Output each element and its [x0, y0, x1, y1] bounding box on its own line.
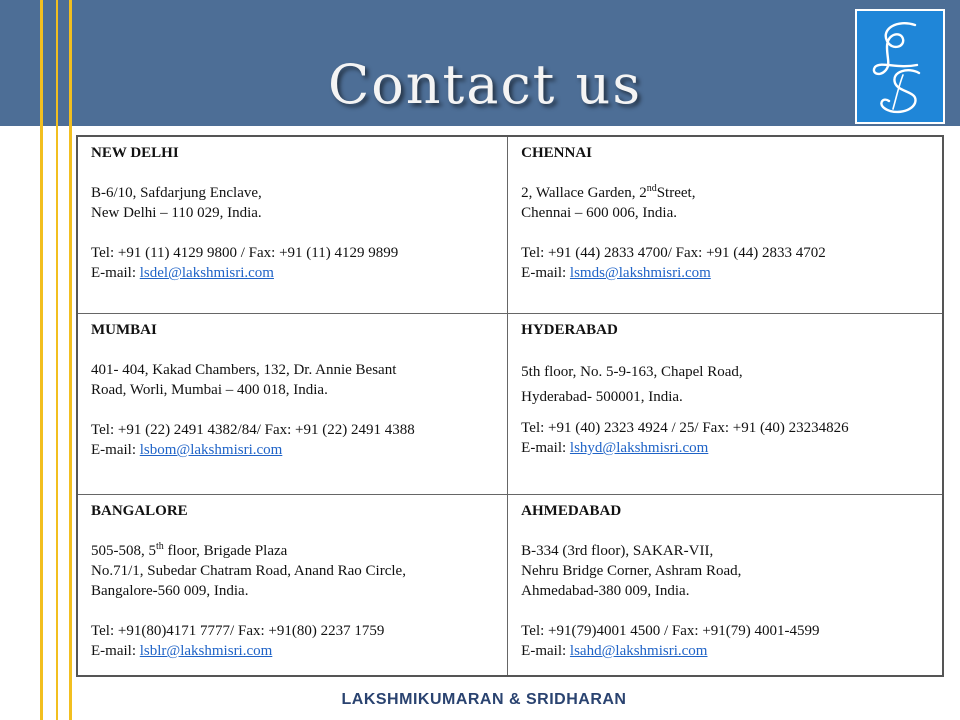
email-label: E-mail: [91, 442, 140, 458]
office-city: MUMBAI [91, 322, 157, 338]
office-address-line: Nehru Bridge Corner, Ashram Road, [521, 563, 742, 579]
footer-firm-name: LAKSHMIKUMARAN & SRIDHARAN [341, 691, 627, 708]
table-row [77, 314, 943, 495]
office-phone: Tel: +91 (11) 4129 9800 / Fax: +91 (11) 4129 9899 [91, 245, 399, 261]
email-label: E-mail: [521, 643, 570, 659]
office-phone: Tel: +91(79)4001 4500 / Fax: +91(79) 4001-4599 [521, 623, 820, 639]
office-phone: Tel: +91 (40) 2323 4924 / 25/ Fax: +91 (40) 23234826 [521, 420, 849, 436]
offices-table [76, 135, 944, 677]
office-address-line: Road, Worli, Mumbai – 400 018, India. [91, 382, 328, 398]
ordinal-suffix: th [156, 541, 164, 552]
office-address-line: B-6/10, Safdarjung Enclave, [91, 185, 262, 201]
email-link[interactable]: lsdel@lakshmisri.com [139, 265, 274, 281]
office-address-line: Ahmedabad-380 009, India. [521, 583, 690, 599]
office-city: AHMEDABAD [521, 503, 622, 519]
email-label: E-mail: [91, 643, 140, 659]
office-city: CHENNAI [521, 145, 593, 161]
office-cell-bangalore [77, 495, 508, 677]
office-address-line: Bangalore-560 009, India. [91, 583, 249, 599]
office-cell-mumbai [77, 314, 508, 495]
office-cell-chennai [508, 136, 943, 314]
office-address-line: New Delhi – 110 029, India. [91, 205, 262, 221]
office-address-line: Chennai – 600 006, India. [521, 205, 677, 221]
email-label: E-mail: [521, 265, 570, 281]
office-city: HYDERABAD [521, 322, 618, 338]
office-address-line: 505-508, 5 [91, 543, 156, 559]
email-link[interactable]: lsmds@lakshmisri.com [569, 265, 711, 281]
email-link[interactable]: lsblr@lakshmisri.com [139, 643, 273, 659]
email-label: E-mail: [91, 265, 140, 281]
ordinal-suffix: nd [646, 183, 657, 194]
office-phone: Tel: +91 (44) 2833 4700/ Fax: +91 (44) 2833 4702 [521, 245, 826, 261]
firm-logo [855, 9, 945, 124]
office-cell-hyderabad [508, 314, 943, 495]
office-city: BANGALORE [91, 503, 188, 519]
office-city: NEW DELHI [91, 145, 179, 161]
office-address-line: 401- 404, Kakad Chambers, 132, Dr. Annie Besant [91, 362, 397, 378]
office-address-line: floor, Brigade Plaza [163, 543, 288, 559]
email-link[interactable]: lshyd@lakshmisri.com [569, 440, 709, 456]
office-address-line: B-334 (3rd floor), SAKAR-VII, [521, 543, 714, 559]
table-row [77, 136, 943, 314]
office-address-line: No.71/1, Subedar Chatram Road, Anand Rao Circle, [91, 563, 406, 579]
ls-monogram-logo-icon [857, 11, 943, 122]
office-phone: Tel: +91 (22) 2491 4382/84/ Fax: +91 (22) 2491 4388 [91, 422, 415, 438]
office-phone: Tel: +91(80)4171 7777/ Fax: +91(80) 2237 1759 [91, 623, 385, 639]
office-cell-ahmedabad [508, 495, 943, 677]
office-address-line: 5th floor, No. 5-9-163, Chapel Road, [521, 364, 743, 380]
office-address-line: Street, [656, 185, 696, 201]
office-cell-new-delhi [77, 136, 508, 314]
office-address-line: Hyderabad- 500001, India. [521, 389, 683, 405]
table-row [77, 495, 943, 677]
office-address-line: 2, Wallace Garden, 2 [521, 185, 647, 201]
email-link[interactable]: lsahd@lakshmisri.com [569, 643, 708, 659]
email-label: E-mail: [521, 440, 570, 456]
page-title: Contact us [327, 53, 643, 116]
email-link[interactable]: lsbom@lakshmisri.com [139, 442, 283, 458]
